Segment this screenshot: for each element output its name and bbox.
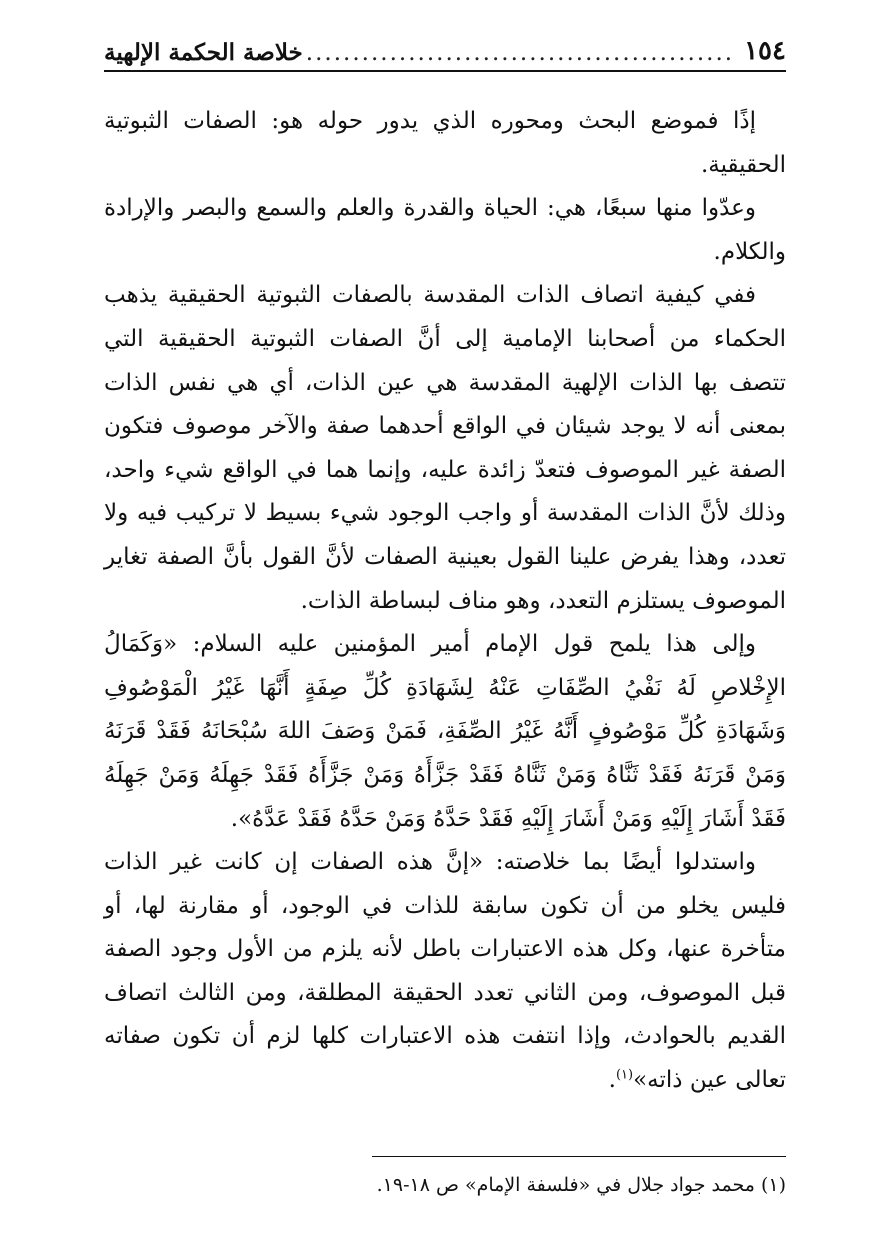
- running-title: خلاصة الحكمة الإلهية: [104, 39, 303, 66]
- footnote-reference[interactable]: (١): [615, 1067, 634, 1083]
- page-number: ١٥٤: [744, 36, 786, 66]
- paragraph-5-text: واستدلوا أيضًا بما خلاصته: «إنَّ هذه الصفات إن كانت غير الذات فليس يخلو من أن تكون سابقة للذات في الوجود، أو مقارنة لها، أو متأخرة عنها، وكل هذه الاعتبارات باطل لأنه يلزم من الأول وجود الصفة قبل الموصوف، ومن الثاني تعدد الحقيقة المطلقة، ومن الثالث اتصاف القديم بالحوادث، وإذا انتفت هذه الاعتبارات كلها لزم أن تكون صفاته تعالى عين ذاته»: [104, 849, 786, 1094]
- running-header: [104, 26, 786, 66]
- paragraph-5: واستدلوا أيضًا بما خلاصته: «إنَّ هذه الصفات إن كانت غير الذات فليس يخلو من أن تكون سابقة للذات في الوجود، أو مقارنة لها، أو متأخرة عنها، وكل هذه الاعتبارات باطل لأنه يلزم من الأول وجود الصفة قبل الموصوف، ومن الثاني تعدد الحقيقة المطلقة، ومن الثالث اتصاف القديم بالحوادث، وإذا انتفت هذه الاعتبارات كلها لزم أن تكون صفاته تعالى عين ذاته»$^{(١)}$.: [104, 849, 786, 1094]
- main-text: [104, 100, 786, 1103]
- footnote: (١) محمد جواد جلال في «فلسفة الإمام» ص ١٨-١٩.: [376, 1174, 786, 1196]
- paragraph-1: إذًا فموضع البحث ومحوره الذي يدور حوله هو: الصفات الثبوتية الحقيقية.: [104, 108, 786, 178]
- paragraph-2: وعدّوا منها سبعًا، هي: الحياة والقدرة والعلم والسمع والبصر والإرادة والكلام.: [104, 195, 786, 265]
- header-dot-leader: [303, 40, 738, 66]
- header-rule: [104, 70, 786, 72]
- paragraph-3: ففي كيفية اتصاف الذات المقدسة بالصفات الثبوتية الحقيقية يذهب الحكماء من أصحابنا الإمامية إلى أنَّ الصفات الثبوتية الحقيقية التي تتصف بها الذات الإلهية المقدسة هي عين الذات، أي هي نفس الذات بمعنى أنه لا يوجد شيئان في الواقع أحدهما صفة والآخر موصوف فتكون الصفة غير الموصوف فتعدّ زائدة عليه، وإنما هما في الواقع شيء واحد، وذلك لأنَّ الذات المقدسة أو واجب الوجود شيء بسيط لا تركيب فيه ولا تعدد، وهذا يفرض علينا القول بعينية الصفات لأنَّ القول بأنَّ الصفة تغاير الموصوف يستلزم التعدد، وهو مناف لبساطة الذات.: [104, 282, 786, 614]
- footnote-rule: [372, 1156, 786, 1157]
- paragraph-4-quote: وإلى هذا يلمح قول الإمام أمير المؤمنين عليه السلام: «وَكَمَالُ الإِخْلاصِ لَهُ نَفْيُ الصِّفَاتِ عَنْهُ لِشَهَادَةِ كُلِّ صِفَةٍ أَنَّهَا غَيْرُ الْمَوْصُوفِ وَشَهَادَةِ كُلِّ مَوْصُوفٍ أَنَّهُ غَيْرُ الصِّفَةِ، فَمَنْ وَصَفَ اللهَ سُبْحَانَهُ فَقَدْ قَرَنَهُ وَمَنْ قَرَنَهُ فَقَدْ ثَنَّاهُ وَمَنْ ثَنَّاهُ فَقَدْ جَزَّأَهُ وَمَنْ جَزَّأَهُ فَقَدْ جَهِلَهُ وَمَنْ جَهِلَهُ فَقَدْ أَشَارَ إِلَيْهِ وَمَنْ أَشَارَ إِلَيْهِ فَقَدْ حَدَّهُ وَمَنْ حَدَّهُ فَقَدْ عَدَّهُ».: [104, 631, 786, 832]
